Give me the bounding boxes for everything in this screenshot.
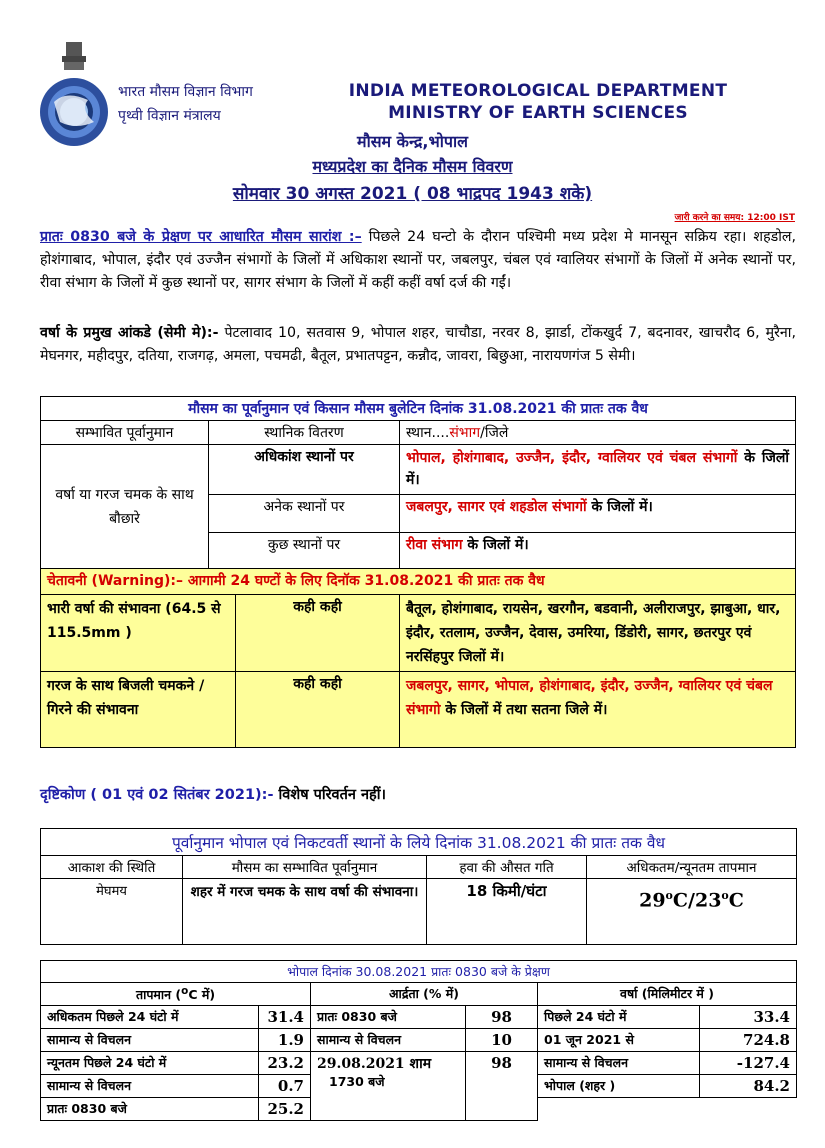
obs-rain-label-1: पिछले 24 घंटो में	[538, 1006, 700, 1029]
local-temp: 29$^o$C/23$^o$C	[587, 879, 797, 945]
centre-name: मौसम केन्द्र,भोपाल	[357, 132, 468, 151]
warning-heavy-rain-dist: कही कही	[236, 595, 400, 672]
summary-heading: प्रातः 0830 बजे के प्रेक्षण पर आधारित मौसम सारांश :–	[40, 229, 362, 245]
forecast-col-places-suffix: /जिले	[480, 425, 509, 441]
obs-rain-value-3: -127.4	[700, 1052, 797, 1075]
obs-rain-label-2: 01 जून 2021 से	[538, 1029, 700, 1052]
obs-temp-label-5: प्रातः 0830 बजे	[41, 1098, 259, 1121]
obs-empty-cell	[538, 1098, 797, 1121]
local-forecast-table	[40, 828, 797, 945]
obs-hum-label-2: सामान्य से विचलन	[311, 1029, 466, 1052]
obs-hum-value-1: 98	[466, 1006, 538, 1029]
local-temp-c2: C	[728, 889, 744, 912]
local-col-sky: आकाश की स्थिति	[41, 856, 183, 879]
dept-name-hindi	[118, 80, 253, 128]
forecast-places-1	[400, 445, 796, 495]
obs-hum-label-3-line2: 1730 बजे	[329, 1074, 385, 1090]
obs-rain-value-4: 84.2	[700, 1075, 797, 1098]
forecast-places-1-divisions: भोपाल, होशंगाबाद, उज्जैन, इंदौर, ग्वालियर एवं चंबल संभागों	[406, 450, 738, 466]
obs-rain-label-3: सामान्य से विचलन	[538, 1052, 700, 1075]
obs-temp-label-1: अधिकतम पिछले 24 घंटो में	[41, 1006, 259, 1029]
outlook	[40, 784, 386, 804]
forecast-places-3	[400, 533, 796, 569]
obs-rain-value-1: 33.4	[700, 1006, 797, 1029]
forecast-col-expected: सम्भावित पूर्वानुमान	[41, 421, 209, 445]
warning-heavy-rain-places: बैतूल, होशंगाबाद, रायसेन, खरगौन, बडवानी, अलीराजपुर, झाबुआ, धार, इंदौर, रतलाम, उज्जैन, देवास, उमरिया, डिंडोरी, सागर, छतरपुर एवं नरसिंहपुर जिलों में।	[400, 595, 796, 672]
obs-temp-label-2: सामान्य से विचलन	[41, 1029, 259, 1052]
local-col-wind: हवा की औसत गति	[427, 856, 587, 879]
weather-summary	[40, 226, 796, 295]
forecast-dist-1: अधिकांश स्थानों पर	[209, 445, 400, 495]
forecast-places-3-divisions: रीवा संभाग	[406, 537, 463, 553]
obs-head-temp-text: तापमान (	[135, 987, 182, 1003]
degree-sign-max: o	[665, 889, 673, 902]
observation-title: भोपाल दिनांक 30.08.2021 प्रातः 0830 बजे के प्रेक्षण	[41, 961, 797, 983]
ministry-english-line2: MINISTRY OF EARTH SCIENCES	[388, 103, 688, 123]
local-temp-c1: C	[672, 889, 689, 912]
local-weather: शहर में गरज चमक के साथ वर्षा की संभावना।	[183, 879, 427, 945]
observation-table	[40, 960, 797, 1121]
outlook-heading: दृष्टिकोण ( 01 एवं 02 सितंबर 2021):-	[40, 787, 274, 803]
obs-head-temp	[41, 983, 311, 1006]
local-wind: 18 किमी/घंटा	[427, 879, 587, 945]
forecast-col-places	[400, 421, 796, 445]
obs-temp-value-4: 0.7	[259, 1075, 311, 1098]
report-date: सोमवार 30 अगस्त 2021 ( 08 भाद्रपद 1943 शके)	[232, 184, 593, 204]
warning-heavy-rain-label: भारी वर्षा की संभावना (64.5 से 115.5mm )	[41, 595, 236, 672]
warning-lightning-rest: के जिलों में तथा सतना जिले में।	[440, 702, 608, 718]
obs-hum-value-3: 98	[466, 1052, 538, 1121]
forecast-phenomenon: वर्षा या गरज चमक के साथ बौछारे	[41, 445, 209, 569]
obs-head-temp-unit: C में)	[188, 987, 216, 1003]
report-title: मध्यप्रदेश का दैनिक मौसम विवरण	[312, 157, 513, 176]
degree-sign-min: o	[721, 889, 729, 902]
dept-english-line1: INDIA METEOROLOGICAL DEPARTMENT	[348, 81, 728, 101]
obs-hum-label-3-line1: 29.08.2021 शाम	[317, 1056, 432, 1073]
forecast-title: मौसम का पूर्वानुमान एवं किसान मौसम बुलेटिन दिनांक 31.08.2021 की प्रातः तक वैध	[41, 397, 796, 421]
rainfall-heading: वर्षा के प्रमुख आंकडे (सेमी मे):-	[40, 325, 219, 341]
forecast-col-places-prefix: स्थान....	[406, 425, 450, 441]
obs-head-rain: वर्षा (मिलिमीटर में )	[538, 983, 797, 1006]
forecast-places-3-rest: के जिलों में।	[462, 537, 529, 553]
forecast-col-places-division: संभाग	[449, 425, 481, 441]
rainfall-text: पेटलावाद 10, सतवास 9, भोपाल शहर, चाचौडा, नरवर 8, झार्डा, टोंकखुर्द 7, बदनावर, खाचरौद 6, मुरैना, मेघनगर, महीदपुर, दतिया, राजगढ़, अमला, पचमढी, बैतूल, प्रभातपट्टन, कन्नौद, जावरा, बिछुआ, नारायणगंज 5 सेमी।	[40, 325, 796, 364]
forecast-places-2	[400, 495, 796, 533]
local-sky: मेघमय	[41, 879, 183, 945]
forecast-table	[40, 396, 796, 748]
obs-temp-label-4: सामान्य से विचलन	[41, 1075, 259, 1098]
forecast-col-distribution: स्थानिक वितरण	[209, 421, 400, 445]
local-col-weather: मौसम का सम्भावित पूर्वानुमान	[183, 856, 427, 879]
obs-temp-value-1: 31.4	[259, 1006, 311, 1029]
warning-lightning-label: गरज के साथ बिजली चमकने / गिरने की संभावना	[41, 672, 236, 748]
warning-lightning-dist: कही कही	[236, 672, 400, 748]
local-col-temp: अधिकतम/न्यूनतम तापमान	[587, 856, 797, 879]
obs-rain-label-4: भोपाल (शहर )	[538, 1075, 700, 1098]
dept-name-english	[328, 80, 748, 124]
obs-rain-value-2: 724.8	[700, 1029, 797, 1052]
local-forecast-title: पूर्वानुमान भोपाल एवं निकटवर्ती स्थानों के लिये दिनांक 31.08.2021 की प्रातः तक वैध	[41, 829, 797, 856]
forecast-dist-2: अनेक स्थानों पर	[209, 495, 400, 533]
obs-head-humidity: आर्द्रता (% में)	[311, 983, 538, 1006]
forecast-places-2-divisions: जबलपुर, सागर एवं शहडोल संभागों	[406, 499, 587, 515]
forecast-places-1-rest: के जिलों में।	[406, 450, 789, 488]
local-temp-max: 29	[639, 889, 666, 912]
forecast-places-2-rest: के जिलों में।	[586, 499, 653, 515]
dept-hindi-line1: भारत मौसम विज्ञान विभाग	[118, 84, 253, 100]
issue-time: जारी करने का समय: 12:00 IST	[674, 213, 795, 223]
summary-text: पिछले 24 घन्टो के दौरान पश्चिमी मध्य प्रदेश मे मानसून सक्रिय रहा। शहडोल, होशंगाबाद, भोपाल, इंदौर एवं उज्जैन संभागों के जिलों में अधिकाश स्थानों पर, जबलपुर, चंबल एवं ग्वालियर संभागों के जिलों में अनेक स्थानों पर, रीवा संभाग के जिलों में कुछ स्थानों पर, सागर संभाग के जिलों में कहीं कहीं वर्षा दर्ज की गईं।	[40, 229, 796, 291]
warning-lightning-places	[400, 672, 796, 748]
obs-hum-value-2: 10	[466, 1029, 538, 1052]
obs-head-degree: o	[181, 985, 189, 997]
outlook-text: विशेष परिवर्तन नहीं।	[273, 787, 386, 803]
rainfall-summary	[40, 322, 796, 368]
obs-temp-label-3: न्यूनतम पिछले 24 घंटो में	[41, 1052, 259, 1075]
warning-title: चेतावनी (Warning):– आगामी 24 घण्टों के लिए दिनॉक 31.08.2021 की प्रातः तक वैध	[41, 569, 796, 595]
forecast-dist-3: कुछ स्थानों पर	[209, 533, 400, 569]
obs-temp-value-3: 23.2	[259, 1052, 311, 1075]
ministry-hindi-line2: पृथ्वी विज्ञान मंत्रालय	[118, 108, 221, 124]
obs-hum-label-1: प्रातः 0830 बजे	[311, 1006, 466, 1029]
obs-hum-label-3	[311, 1052, 466, 1121]
local-temp-min: 23	[694, 889, 722, 912]
obs-temp-value-2: 1.9	[259, 1029, 311, 1052]
warning-lightning-divisions: जबलपुर, सागर, भोपाल, होशंगाबाद, इंदौर, उज्जैन, ग्वालियर एवं चंबल संभागो	[406, 678, 773, 718]
obs-temp-value-5: 25.2	[259, 1098, 311, 1121]
